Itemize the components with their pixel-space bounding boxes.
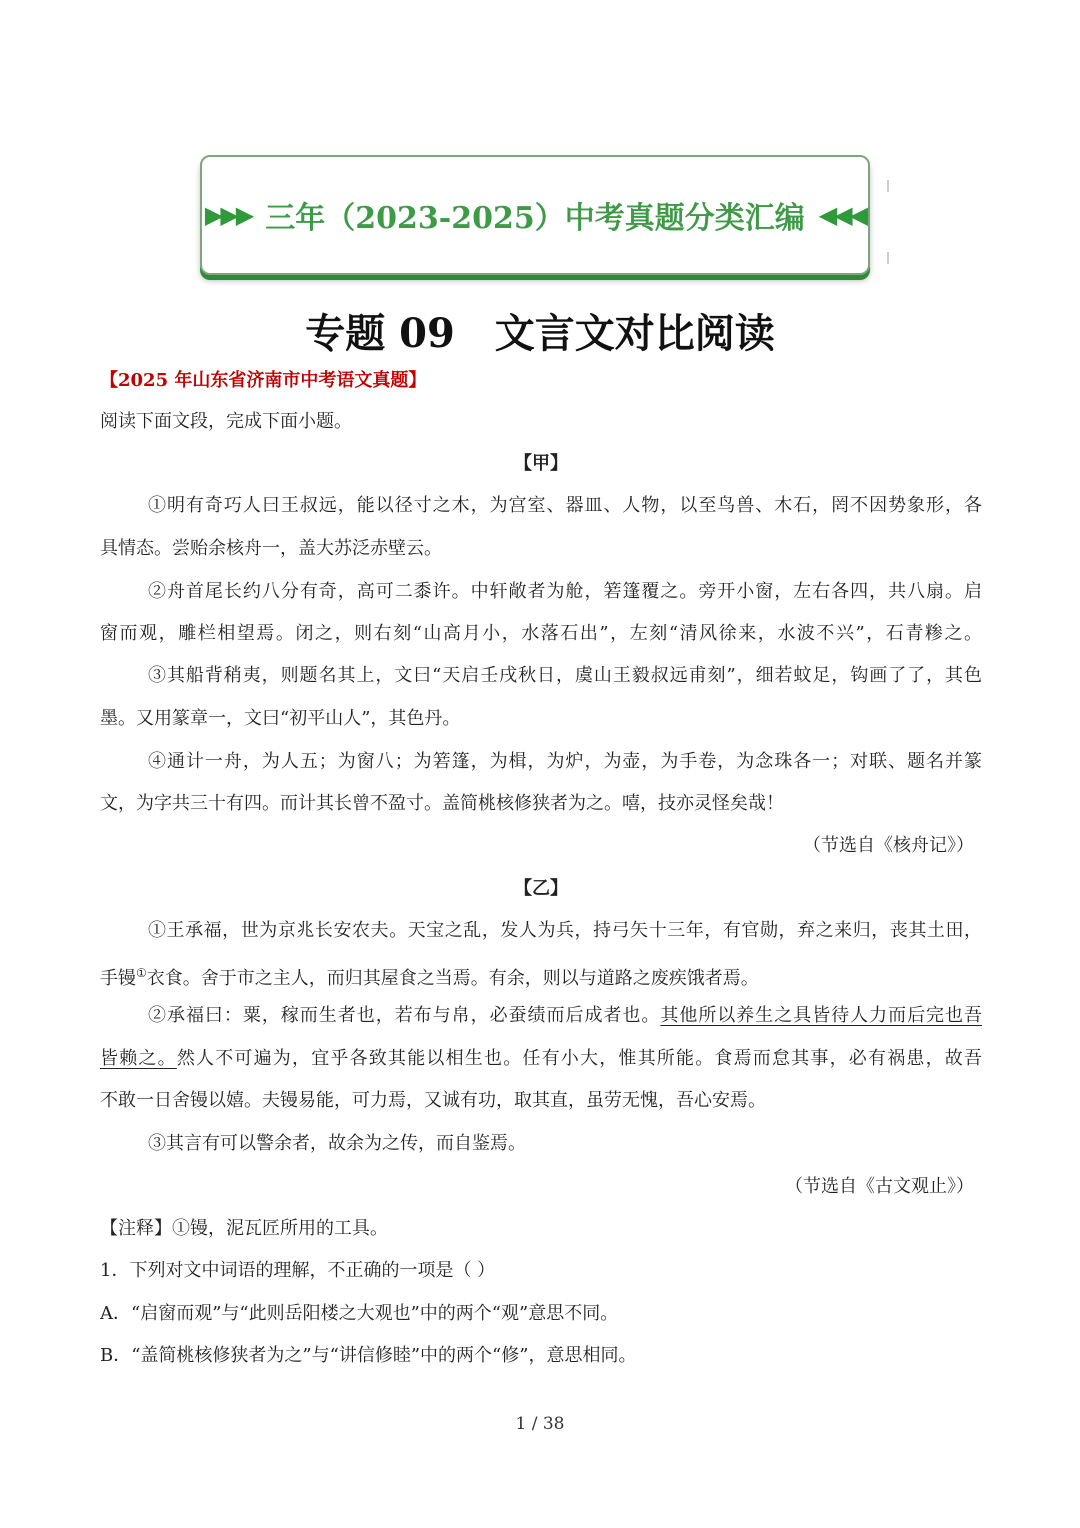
passage-line: ③其船背稍夷，则题名其上，文曰“天启壬戌秋日，虞山王毅叔远甫刻”，细若蚊足，钩画了了，其色 [148, 665, 982, 686]
topic-name: 文言文对比阅读 [494, 310, 775, 357]
banner-title: 三年（2023-2025）中考真题分类汇编 [265, 201, 805, 236]
citation-yi: （节选自《古文观止》） [785, 1176, 974, 1197]
annotation-note: 【注释】①镘，泥瓦匠所用的工具。 [100, 1218, 388, 1239]
citation-jia: （节选自《核舟记》） [803, 835, 974, 856]
option-a: A．“启窗而观”与“此则岳阳楼之大观也”中的两个“观”意思不同。 [100, 1303, 619, 1324]
passage-line: ①王承福，世为京兆长安农夫。天宝之乱，发人为兵，持弓矢十三年，有官勋，弃之来归，丧其土田， [148, 920, 982, 941]
passage-line [100, 1047, 982, 1071]
left-arrows-icon: ◀◀◀ [818, 201, 866, 229]
text-segment: ②承福曰：粟，稼而生者也，若布与帛，必蚕绩而后成者也。 [148, 1005, 661, 1026]
right-arrows-icon: ▶▶▶ [204, 201, 252, 229]
text-segment: 然人不可遍为，宜乎各致其能以相生也。任有小大，惟其所能。食焉而怠其事，必有祸患，故吾 [176, 1048, 983, 1069]
passage-line: 具情态。尝贻余核舟一，盖大苏泛赤壁云。 [100, 538, 442, 559]
passage-line: 文，为字共三十有四。而计其长曾不盈寸。盖简桃核修狭者为之。嘻，技亦灵怪矣哉！ [100, 793, 784, 814]
header-banner [200, 155, 870, 275]
text-segment: 衣食。舍于市之主人，而归其屋食之当焉。有余，则以与道路之废疾饿者焉。 [146, 968, 759, 989]
text-segment: 手镘 [100, 968, 136, 989]
underlined-sentence: 皆赖之。 [100, 1048, 177, 1069]
option-b: B．“盖简桃核修狭者为之”与“讲信修睦”中的两个“修”，意思相同。 [100, 1345, 637, 1366]
footnote-marker: ① [136, 966, 147, 980]
passage-line: 墨。又用篆章一，文曰“初平山人”，其色丹。 [100, 708, 461, 729]
instruction: 阅读下面文段，完成下面小题。 [100, 411, 352, 432]
topic-number: 专题 09 [305, 310, 455, 357]
passage-line: ①明有奇巧人曰王叔远，能以径寸之木，为宫室、器皿、人物，以至鸟兽、木石，罔不因势象形，各 [148, 495, 982, 516]
passage-line: 不敢一日舍镘以嬉。夫镘易能，可力焉，又诚有功，取其直，虽劳无愧，吾心安焉。 [100, 1090, 766, 1111]
passage-line: 窗而观，雕栏相望焉。闭之，则右刻“山高月小，水落石出”，左刻“清风徐来，水波不兴”，石青糁之。 [100, 623, 982, 644]
passage-line [100, 961, 982, 991]
divider [887, 180, 889, 192]
question-stem: 1．下列对文中词语的理解，不正确的一项是（ ） [100, 1260, 496, 1281]
passage-heading-jia: 【甲】 [514, 453, 568, 474]
passage-line: ②舟首尾长约八分有奇，高可二黍许。中轩敞者为舱，箬篷覆之。旁开小窗，左右各四，共八扇。启 [148, 581, 982, 602]
passage-line: ④通计一舟，为人五；为窗八；为箬篷，为楫，为炉，为壶，为手卷，为念珠各一；对联、题名并篆 [148, 751, 982, 772]
passage-line: ③其言有可以警余者，故余为之传，而自鉴焉。 [148, 1133, 526, 1154]
divider [887, 252, 889, 264]
underlined-sentence: 其他所以养生之具皆待人力而后完也吾 [660, 1005, 983, 1026]
page-number: 1 / 38 [515, 1414, 565, 1434]
passage-heading-yi: 【乙】 [514, 878, 568, 899]
exam-source-label: 【2025 年山东省济南市中考语文真题】 [100, 370, 427, 391]
page-title [0, 302, 1080, 359]
passage-line [100, 1004, 982, 1028]
